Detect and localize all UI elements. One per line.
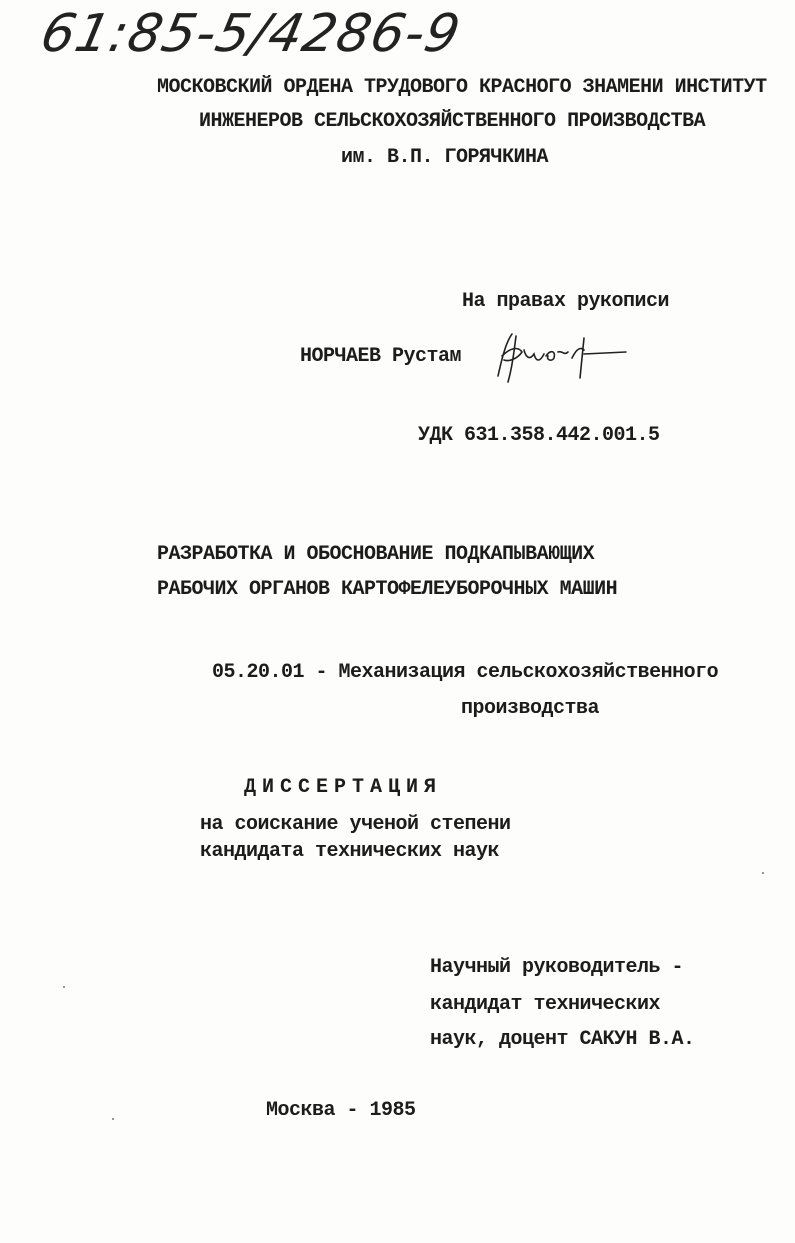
supervisor-line-1: Научный руководитель - [430, 956, 684, 979]
dissertation-line-1: на соискание ученой степени [200, 813, 511, 836]
author-signature [488, 328, 628, 386]
handwritten-reference-number: 61:85-5/4286-9 [35, 4, 466, 64]
author-name: НОРЧАЕВ Рустам [300, 345, 462, 368]
manuscript-rights: На правах рукописи [462, 290, 670, 313]
dissertation-line-2: кандидата технических наук [200, 840, 500, 863]
scan-speck [63, 986, 65, 988]
institute-line-3: им. В.П. ГОРЯЧКИНА [341, 146, 549, 169]
institute-line-1: МОСКОВСКИЙ ОРДЕНА ТРУДОВОГО КРАСНОГО ЗНАМЕНИ ИНСТИТУТ [157, 76, 767, 99]
scan-speck [762, 872, 764, 874]
supervisor-line-3: наук, доцент САКУН В.А. [430, 1028, 695, 1051]
title-line-1: РАЗРАБОТКА И ОБОСНОВАНИЕ ПОДКАПЫВАЮЩИХ [157, 543, 595, 566]
supervisor-line-2: кандидат технических [430, 993, 661, 1016]
udk-code: УДК 631.358.442.001.5 [418, 424, 660, 447]
scan-speck [112, 1118, 114, 1120]
place-and-year: Москва - 1985 [266, 1099, 416, 1122]
specialty-line-2: производства [461, 697, 600, 720]
title-line-2: РАБОЧИХ ОРГАНОВ КАРТОФЕЛЕУБОРОЧНЫХ МАШИН [157, 578, 618, 601]
dissertation-heading: ДИССЕРТАЦИЯ [244, 776, 443, 799]
specialty-line-1: 05.20.01 - Механизация сельскохозяйственного [212, 661, 719, 684]
institute-line-2: ИНЖЕНЕРОВ СЕЛЬСКОХОЗЯЙСТВЕННОГО ПРОИЗВОДСТВА [199, 110, 706, 133]
